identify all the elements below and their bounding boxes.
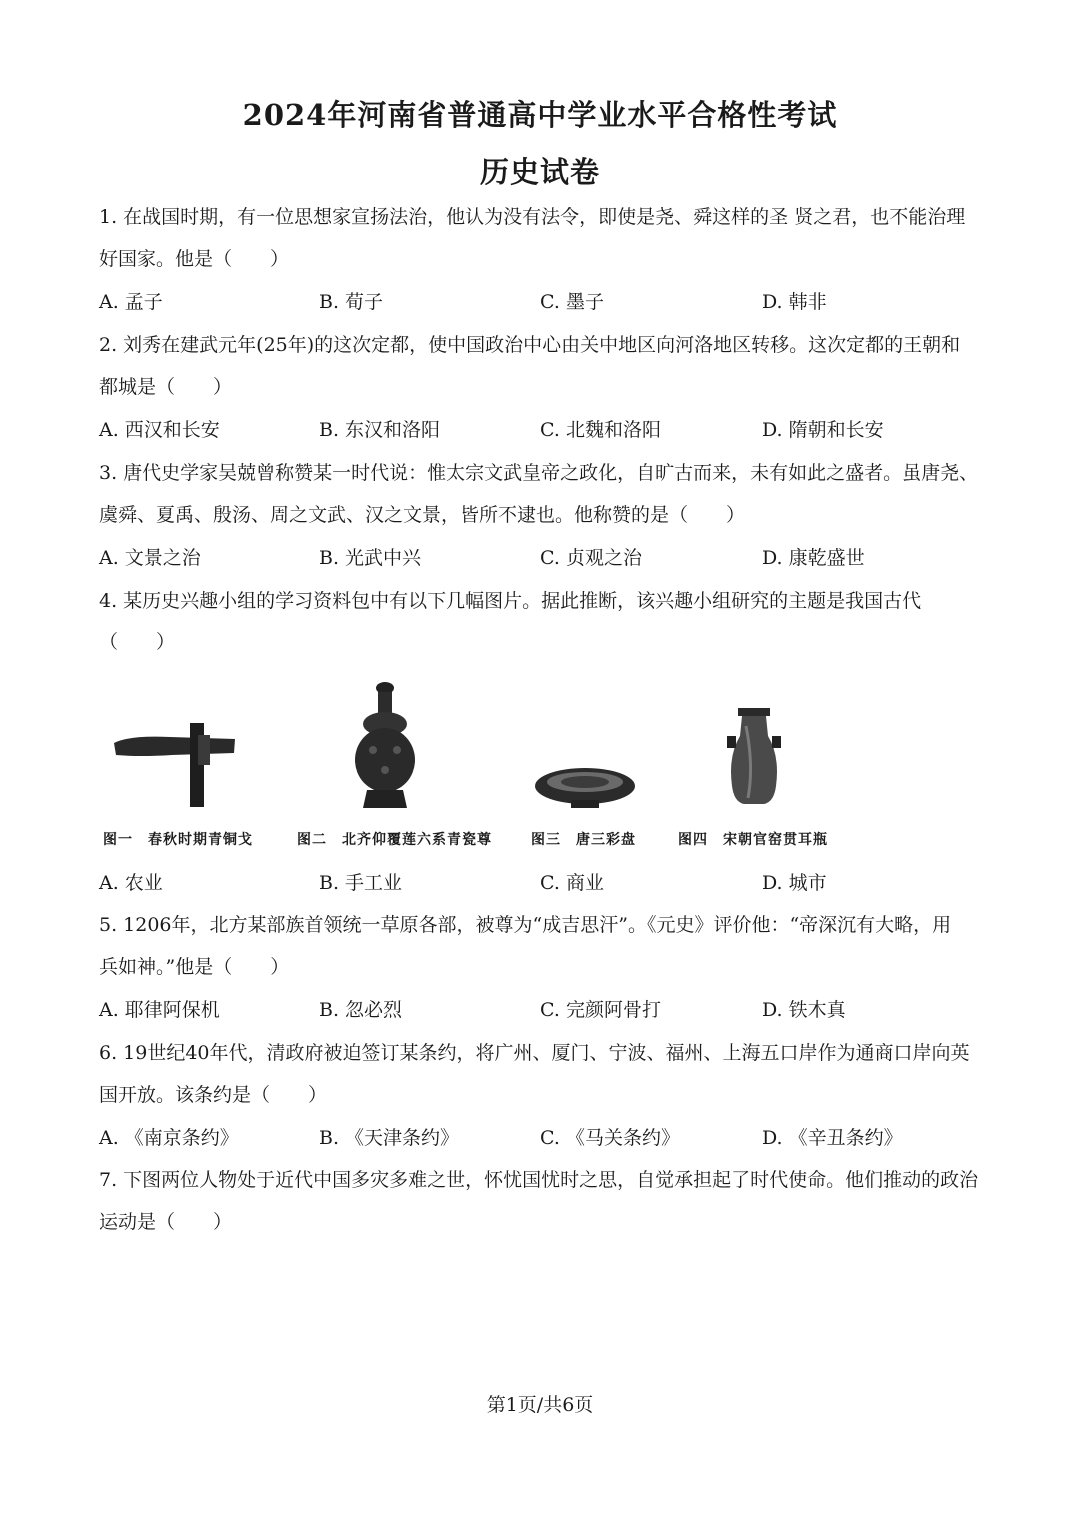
q1-line-2: 好国家。他是（ ） [99,248,290,270]
figure-4-caption: 图四 宋朝官窑贯耳瓶 [678,832,828,848]
q1-option-a: A. 孟子 [99,291,163,313]
q4-option-b: B. 手工业 [319,872,403,894]
q7-line-2: 运动是（ ） [99,1211,233,1233]
q1-option-c: C. 墨子 [540,291,604,313]
exam-title: 2024年河南省普通高中学业水平合格性考试 [242,98,838,132]
q2-option-b: B. 东汉和洛阳 [319,419,441,441]
q3-line-1: 3. 唐代史学家吴兢曾称赞某一时代说：惟太宗文武皇帝之政化，自旷古而来，未有如此之盛者。虽唐尧、 [99,462,979,484]
q2-option-d: D. 隋朝和长安 [762,419,884,441]
q4-line-2: （ ） [99,631,176,653]
q3-option-c: C. 贞观之治 [540,547,642,569]
sancai-plate-image [533,762,637,814]
bronze-ge-image [110,715,240,815]
q2-line-1: 2. 刘秀在建武元年(25年)的这次定都，使中国政治中心由关中地区向河洛地区转移。这次定都的王朝和 [99,334,961,356]
q3-line-2: 虞舜、夏禹、殷汤、周之文武、汉之文景，皆所不逮也。他称赞的是（ ） [99,504,746,526]
q1-line-1: 1. 在战国时期，有一位思想家宣扬法治，他认为没有法令，即使是尧、舜这样的圣 贤之君，也不能治理 [99,206,966,228]
q6-option-a: A. 《南京条约》 [99,1127,239,1149]
figure-3-caption: 图三 唐三彩盘 [531,832,636,848]
q5-option-c: C. 完颜阿骨打 [540,999,661,1021]
q6-option-d: D. 《辛丑条约》 [762,1127,903,1149]
q6-line-1: 6. 19世纪40年代，清政府被迫签订某条约，将广州、厦门、宁波、福州、上海五口岸作为通商口岸向英 [99,1042,970,1064]
q3-option-d: D. 康乾盛世 [762,547,865,569]
q2-option-c: C. 北魏和洛阳 [540,419,661,441]
q6-option-b: B. 《天津条约》 [319,1127,460,1149]
q2-option-a: A. 西汉和长安 [99,419,220,441]
q4-option-a: A. 农业 [99,872,163,894]
q7-line-1: 7. 下图两位人物处于近代中国多灾多难之世，怀忧国忧时之思，自觉承担起了时代使命。他们推动的政治 [99,1169,979,1191]
q6-option-c: C. 《马关条约》 [540,1127,680,1149]
q3-option-a: A. 文景之治 [99,547,201,569]
figure-1-caption: 图一 春秋时期青铜戈 [103,832,253,848]
q2-line-2: 都城是（ ） [99,376,233,398]
q4-option-c: C. 商业 [540,872,604,894]
exam-subtitle: 历史试卷 [479,155,600,189]
figure-2-caption: 图二 北齐仰覆莲六系青瓷尊 [297,832,492,848]
celadon-zun-image [345,680,425,815]
q5-line-2: 兵如神。”他是（ ） [99,956,290,978]
q4-option-d: D. 城市 [762,872,827,894]
q1-option-d: D. 韩非 [762,291,827,313]
q5-option-b: B. 忽必烈 [319,999,403,1021]
q5-line-1: 5. 1206年，北方某部族首领统一草原各部，被尊为“成吉思汗”。《元史》评价他：“帝深沉有大略，用 [99,914,952,936]
page-number-footer: 第1页/共6页 [486,1394,594,1416]
q6-line-2: 国开放。该条约是（ ） [99,1084,328,1106]
guan-vase-image [724,706,784,808]
q5-option-d: D. 铁木真 [762,999,846,1021]
q4-line-1: 4. 某历史兴趣小组的学习资料包中有以下几幅图片。据此推断，该兴趣小组研究的主题是我国古代 [99,590,922,612]
q5-option-a: A. 耶律阿保机 [99,999,220,1021]
q3-option-b: B. 光武中兴 [319,547,422,569]
q1-option-b: B. 荀子 [319,291,384,313]
